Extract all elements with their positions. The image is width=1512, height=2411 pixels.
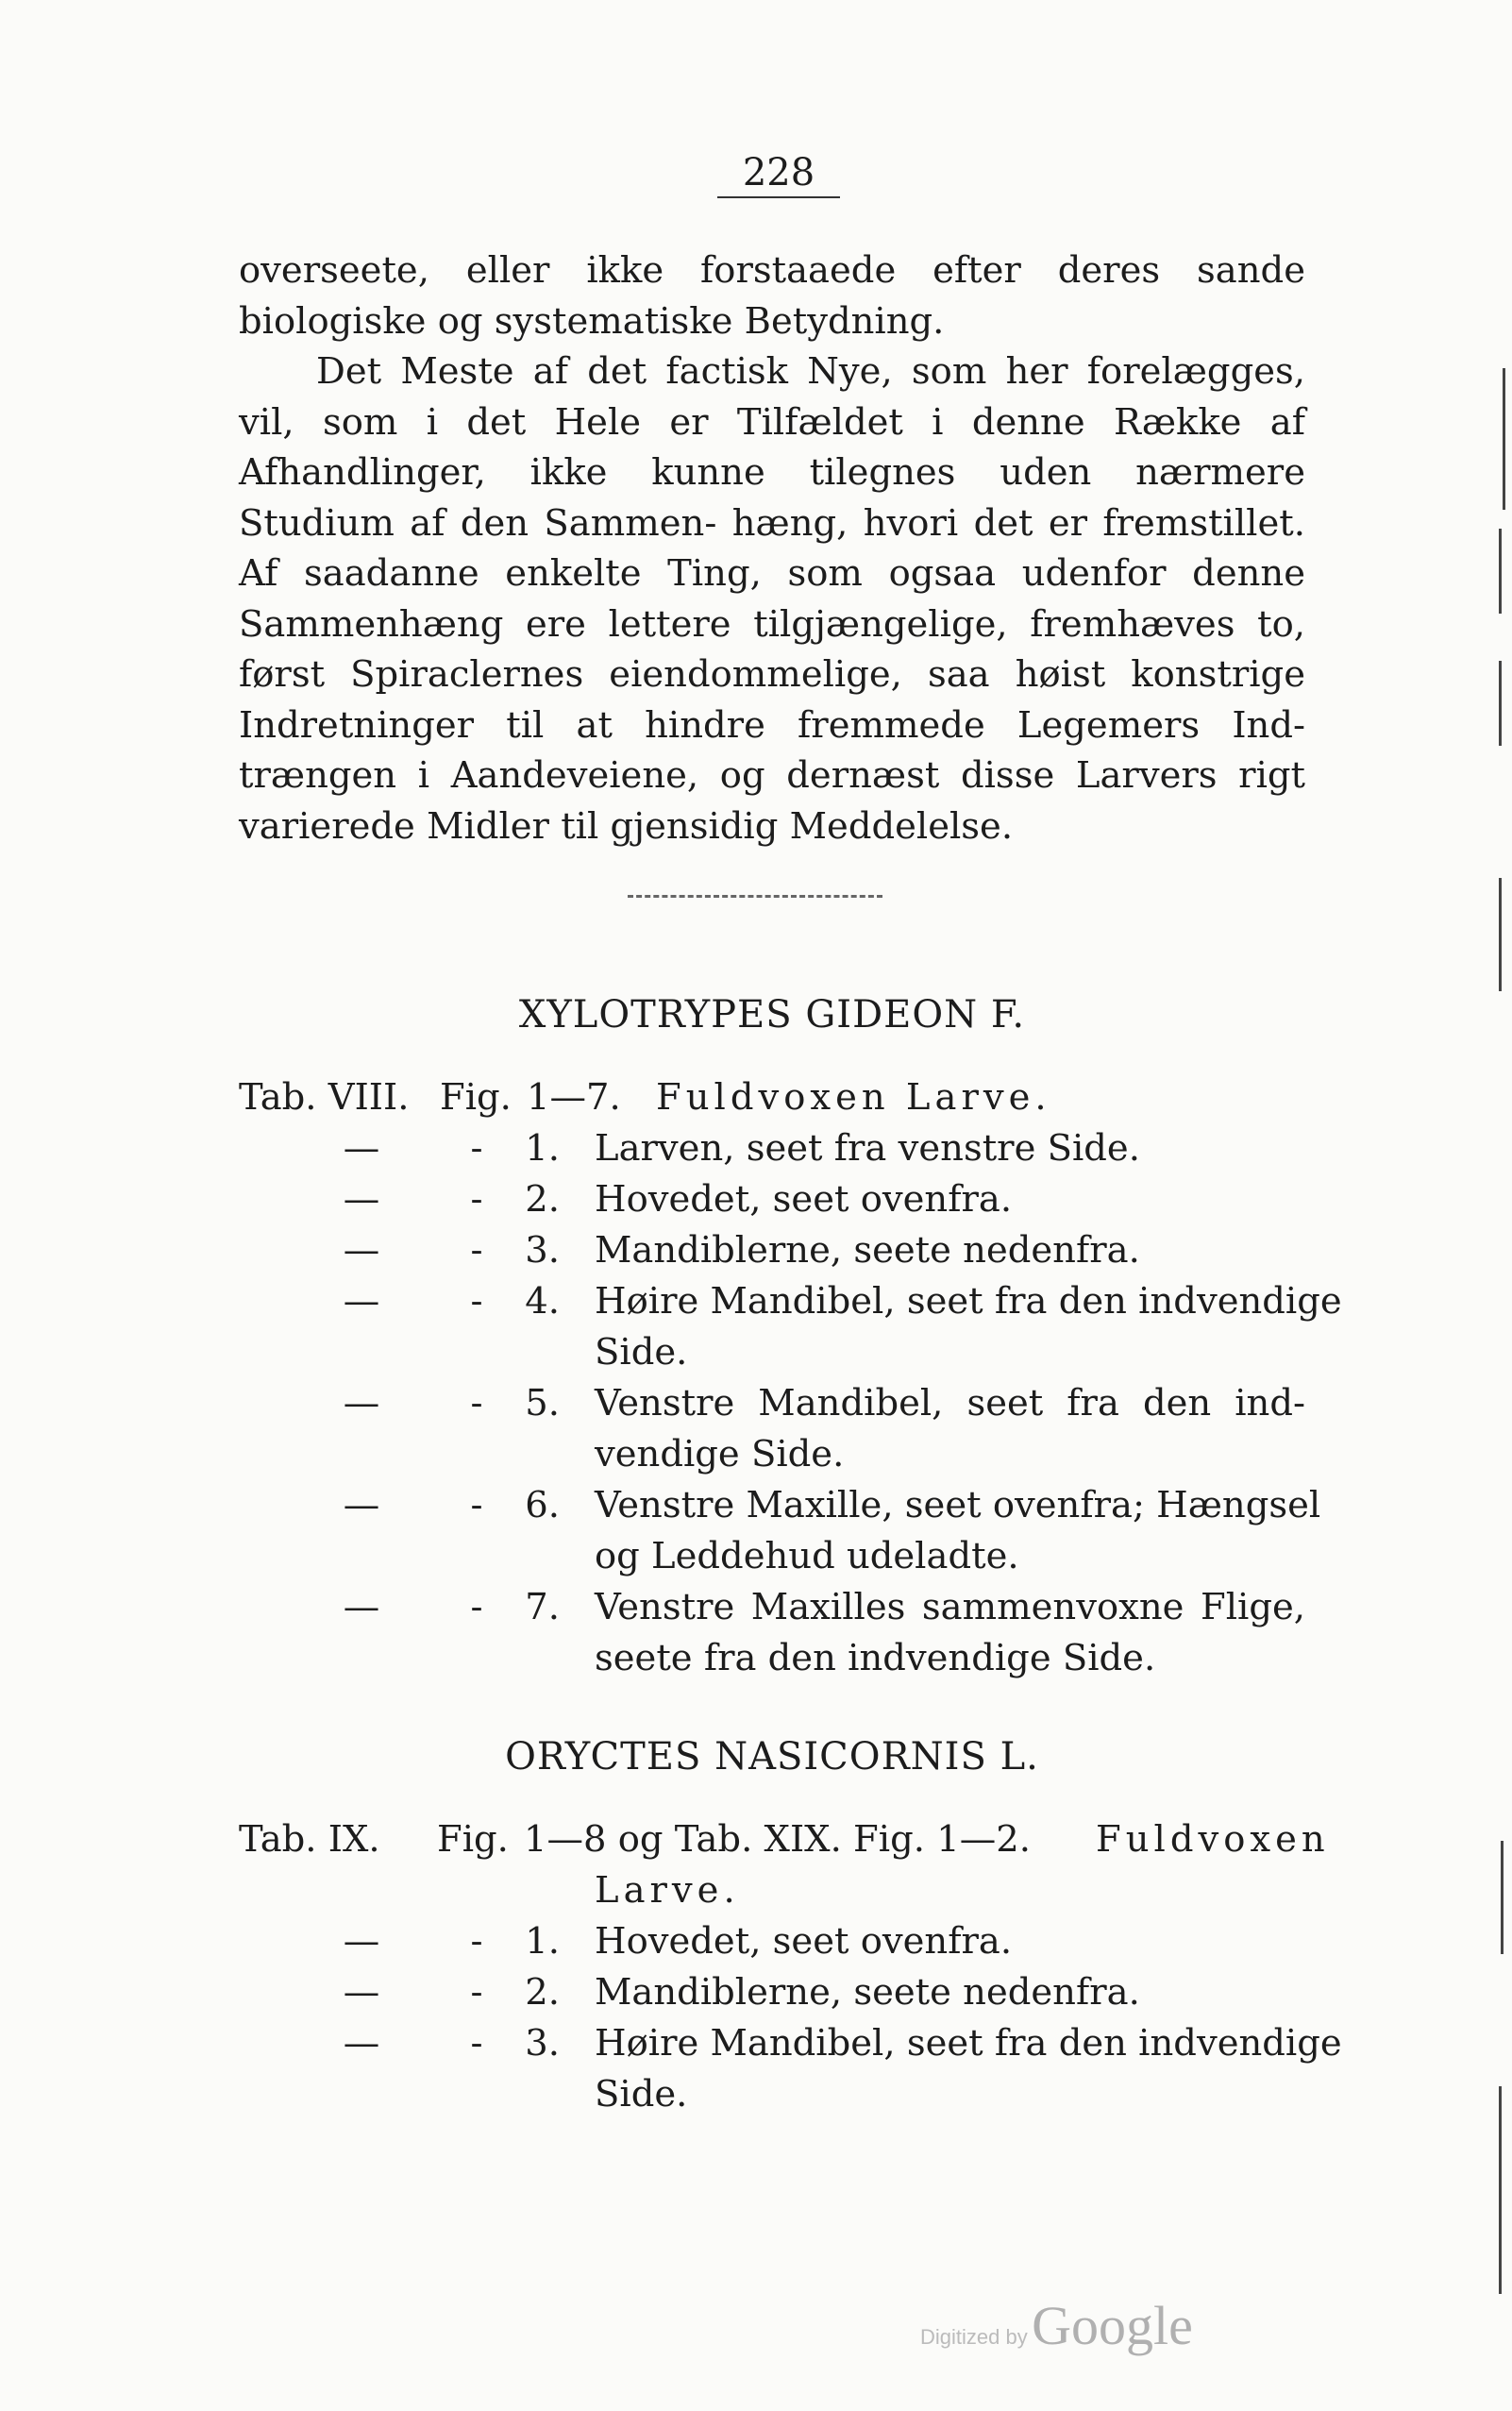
figure-number: 5.: [525, 1382, 560, 1425]
digitized-by-google-watermark: [920, 2294, 1193, 2357]
text-line: som i det Hele er Tilfældet i denne Række af Afhandlinger,: [239, 400, 1305, 494]
ditto-hyphen: -: [470, 1484, 483, 1526]
text-line: trængen i Aandeveiene, og dernæst disse Larvers rigt varierede: [239, 754, 1305, 848]
ditto-hyphen: -: [470, 1920, 483, 1963]
scan-edge-mark: [1499, 661, 1502, 746]
figure-description: Larven, seet fra venstre Side.: [595, 1127, 1140, 1170]
figure-description: Høire Mandibel, seet fra den indvendige: [595, 1280, 1342, 1323]
figure-row: [239, 1178, 1305, 1229]
figure-description: Venstre Maxilles sammenvoxne Flige,: [595, 1586, 1305, 1628]
ditto-dash: —: [343, 1280, 380, 1323]
scan-edge-mark: [1499, 878, 1502, 991]
figure-row-continuation: [239, 1433, 1305, 1484]
scan-edge-mark: [1501, 1841, 1504, 1954]
section-separator: [628, 895, 882, 898]
fig-label: Fig.: [440, 1076, 512, 1119]
figure-row: [239, 2022, 1342, 2073]
ditto-dash: —: [343, 1920, 380, 1963]
ditto-dash: —: [343, 1971, 380, 2014]
scan-edge-mark: [1503, 368, 1505, 510]
ditto-hyphen: -: [470, 1280, 483, 1323]
figure-row-continuation: [239, 2073, 1305, 2124]
figure-number: 3.: [525, 2022, 560, 2065]
figure-number: 7.: [525, 1586, 560, 1628]
figure-row: [239, 1586, 1305, 1637]
ditto-hyphen: -: [470, 2022, 483, 2065]
figure-description: Side.: [595, 2073, 688, 2116]
plate-label: Tab. IX.: [239, 1818, 380, 1861]
ditto-dash: —: [343, 1127, 380, 1170]
figure-header-row: [239, 1818, 1330, 1869]
figure-description: Side.: [595, 1331, 688, 1374]
figure-row: [239, 1280, 1342, 1331]
fig-range: 1—7.: [527, 1076, 621, 1119]
figure-row-continuation: [239, 1331, 1305, 1382]
figure-caption: Fuldvoxen Larve.: [656, 1076, 1051, 1119]
figure-row: [239, 1920, 1305, 1971]
figure-caption: Larve.: [595, 1869, 740, 1912]
figure-description: Mandiblerne, seete nedenfra.: [595, 1229, 1140, 1272]
ditto-hyphen: -: [470, 1586, 483, 1628]
figure-description: Hovedet, seet ovenfra.: [595, 1920, 1013, 1963]
figure-caption: Fuldvoxen: [1096, 1818, 1330, 1861]
figure-row: [239, 1127, 1305, 1178]
ditto-dash: —: [343, 1484, 380, 1526]
plate-label: Tab. VIII.: [239, 1076, 410, 1119]
scan-edge-mark: [1499, 529, 1502, 614]
figure-description: vendige Side.: [595, 1433, 845, 1475]
figure-header-row: [239, 1076, 1305, 1127]
figure-description: og Leddehud udeladte.: [595, 1535, 1019, 1577]
ditto-dash: —: [343, 2022, 380, 2065]
text-line: som ogsaa udenfor denne Sammenhæng ere lettere tilgjængelige,: [239, 552, 1305, 646]
figure-row: [239, 1229, 1305, 1280]
text-line: hæng, hvori det er fremstillet. Af saadanne enkelte Ting,: [239, 501, 1305, 595]
ditto-dash: —: [343, 1229, 380, 1272]
watermark-prefix: Digitized by: [920, 2325, 1028, 2349]
text-line: overseete, eller ikke forstaaede efter deres sande biologiske: [239, 249, 1305, 343]
figure-number: 1.: [525, 1127, 560, 1170]
ditto-hyphen: -: [470, 1971, 483, 2014]
figure-row-continuation: [239, 1535, 1305, 1586]
ditto-hyphen: -: [470, 1382, 483, 1425]
ditto-hyphen: -: [470, 1229, 483, 1272]
figure-number: 2.: [525, 1178, 560, 1221]
figure-description: Mandiblerne, seete nedenfra.: [595, 1971, 1140, 2014]
text-line: konstrige Indretninger til at hindre fremmede Legemers Ind-: [239, 653, 1305, 747]
figure-number: 4.: [525, 1280, 560, 1323]
text-line: Midler til gjensidig Meddelelse.: [427, 804, 1014, 848]
google-logo: Google: [1032, 2295, 1193, 2356]
scan-edge-mark: [1499, 2086, 1502, 2294]
text-line: og systematiske Betydning.: [437, 299, 945, 343]
paragraph-2: [239, 346, 1305, 851]
text-line: fremhæves to, først Spiraclernes eiendommelige, saa høist: [239, 602, 1305, 696]
ditto-hyphen: -: [470, 1127, 483, 1170]
text-line: ikke kunne tilegnes uden nærmere Studium af den Sammen-: [239, 451, 1305, 545]
figure-number: 6.: [525, 1484, 560, 1526]
figure-row: [239, 1382, 1305, 1433]
text-line: Det Meste af det factisk Nye, som her forelægges, vil,: [239, 350, 1305, 444]
page-number: 228: [717, 151, 840, 198]
figure-row-continuation: [239, 1637, 1305, 1688]
figure-number: 1.: [525, 1920, 560, 1963]
figure-number: 2.: [525, 1971, 560, 2014]
figure-description: Venstre Maxille, seet ovenfra; Hængsel: [595, 1484, 1321, 1526]
figure-description: seete fra den indvendige Side.: [595, 1637, 1156, 1679]
fig-label: Fig.: [437, 1818, 509, 1861]
section-title-xylotrypes: XYLOTRYPES GIDEON F.: [518, 993, 1026, 1037]
ditto-dash: —: [343, 1586, 380, 1628]
figure-description: Venstre Mandibel, seet fra den ind-: [595, 1382, 1305, 1425]
figure-description: Hovedet, seet ovenfra.: [595, 1178, 1013, 1221]
paragraph-1: [239, 245, 1305, 346]
ditto-dash: —: [343, 1382, 380, 1425]
body-text: [239, 245, 1305, 851]
ditto-dash: —: [343, 1178, 380, 1221]
figure-row: [239, 1484, 1321, 1535]
fig-range: 1—8 og Tab. XIX. Fig. 1—2.: [524, 1818, 1031, 1861]
ditto-hyphen: -: [470, 1178, 483, 1221]
figure-row: [239, 1971, 1305, 2022]
figure-row-continuation: [239, 1869, 1305, 1920]
figure-number: 3.: [525, 1229, 560, 1272]
figure-description: Høire Mandibel, seet fra den indvendige: [595, 2022, 1342, 2065]
section-title-oryctes: ORYCTES NASICORNIS L.: [505, 1735, 1039, 1779]
